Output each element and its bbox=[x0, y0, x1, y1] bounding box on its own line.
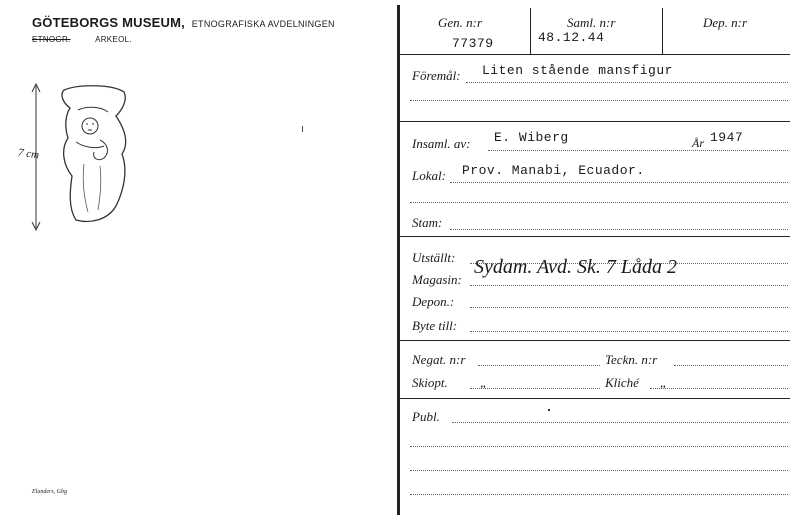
publ-dot-mark bbox=[548, 409, 550, 411]
foremal-dotted-line bbox=[466, 82, 788, 83]
publ-dotted-line bbox=[452, 422, 788, 423]
foremal-value: Liten stående mansfigur bbox=[482, 63, 673, 78]
magasin-handwriting: Sydam. Avd. Sk. 7 Låda 2 bbox=[474, 256, 677, 278]
skiopt-ditto: „ bbox=[480, 375, 488, 390]
lokal-value: Prov. Manabi, Ecuador. bbox=[462, 163, 645, 178]
ar-label: År bbox=[692, 136, 704, 150]
skiopt-dotted-line bbox=[470, 388, 600, 389]
byte-label: Byte till: bbox=[412, 318, 458, 333]
gen-nr-value: 77379 bbox=[452, 36, 494, 51]
negat-dotted-line bbox=[478, 365, 600, 366]
rule-after-foremal bbox=[400, 121, 790, 122]
skiopt-label: Skiopt. bbox=[412, 375, 448, 390]
foremal-dotted-line-2 bbox=[410, 100, 788, 101]
publ-dotted-line-4 bbox=[410, 494, 788, 495]
teckn-dotted-line bbox=[674, 365, 788, 366]
museum-header bbox=[32, 15, 335, 30]
utstallt-label: Utställt: bbox=[412, 250, 456, 265]
dep-nr-label: Dep. n:r bbox=[703, 15, 748, 30]
gen-nr-label: Gen. n:r bbox=[438, 15, 483, 30]
kliche-ditto: „ bbox=[660, 375, 668, 390]
etnogr-label: ETNOGR. bbox=[32, 35, 71, 44]
depon-label: Depon.: bbox=[412, 294, 455, 309]
saml-nr-value: 48.12.44 bbox=[538, 30, 605, 45]
insaml-label: Insaml. av: bbox=[412, 136, 471, 151]
insaml-value: E. Wiberg bbox=[494, 130, 569, 145]
negat-label: Negat. n:r bbox=[412, 352, 466, 367]
printer-mark: Elanders, Gbg bbox=[32, 489, 67, 495]
museum-name: GÖTEBORGS MUSEUM, bbox=[32, 15, 185, 30]
lokal-label: Lokal: bbox=[412, 168, 446, 183]
box-divider-2 bbox=[662, 8, 663, 54]
publ-dotted-line-2 bbox=[410, 446, 788, 447]
arkeol-label: ARKEOL. bbox=[95, 35, 132, 44]
size-note: 7 cm bbox=[17, 146, 40, 162]
insaml-dotted-line bbox=[488, 150, 788, 151]
ar-value: 1947 bbox=[710, 130, 744, 145]
rule-after-skiopt bbox=[400, 398, 790, 399]
box-divider-1 bbox=[530, 8, 531, 54]
card-left-edge bbox=[397, 5, 400, 515]
depon-dotted-line bbox=[470, 307, 788, 308]
magasin-label: Magasin: bbox=[412, 272, 462, 287]
department-name: ETNOGRAFISKA AVDELNINGEN bbox=[191, 19, 335, 29]
kliche-label: Kliché bbox=[605, 375, 639, 390]
rule-after-stam bbox=[400, 236, 790, 237]
kliche-dotted-line bbox=[650, 388, 788, 389]
lokal-dotted-line-2 bbox=[410, 202, 788, 203]
stray-mark bbox=[302, 126, 303, 132]
magasin-dotted-line bbox=[470, 285, 788, 286]
rule-after-byte bbox=[400, 340, 790, 341]
byte-dotted-line bbox=[470, 331, 788, 332]
department-line bbox=[32, 35, 132, 44]
stam-label: Stam: bbox=[412, 215, 443, 230]
foremal-label: Föremål: bbox=[412, 68, 461, 83]
publ-label: Publ. bbox=[412, 409, 440, 424]
lokal-dotted-line bbox=[450, 182, 788, 183]
stam-dotted-line bbox=[450, 229, 788, 230]
teckn-label: Teckn. n:r bbox=[605, 352, 658, 367]
publ-dotted-line-3 bbox=[410, 470, 788, 471]
saml-nr-label: Saml. n:r bbox=[567, 15, 616, 30]
top-boxes-rule bbox=[400, 54, 790, 55]
